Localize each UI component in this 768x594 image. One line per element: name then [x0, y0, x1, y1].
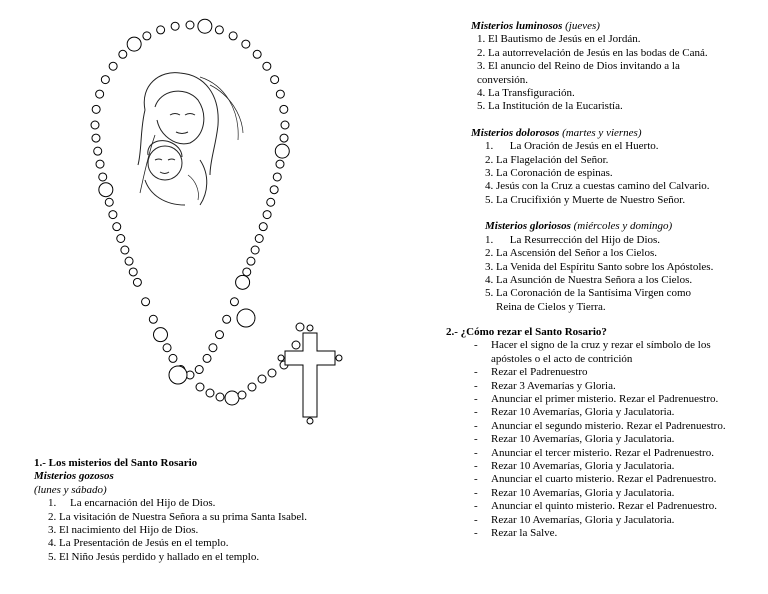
rosary-bead [296, 323, 304, 331]
rosary-bead [270, 186, 278, 194]
luminosos-heading-line [471, 20, 760, 33]
gloriosos-heading-line [485, 220, 760, 233]
rosary-bead [195, 366, 203, 374]
rosary-bead [229, 32, 237, 40]
rosary-bead [248, 383, 256, 391]
rosary-bead [169, 354, 177, 362]
list-item: - Anunciar el segundo misterio. Rezar el Padrenuestro. [474, 420, 756, 433]
list-item: 1. La Resurrección del Hijo de Dios. [485, 233, 661, 246]
rosary-bead [133, 278, 141, 286]
rosary-bead [99, 173, 107, 181]
list-item: - Rezar 10 Avemarías, Gloria y Jaculatoria. [474, 406, 756, 419]
rosary-bead [215, 26, 223, 34]
list-item: 1. El Bautismo de Jesús en el Jordán. [477, 33, 641, 46]
rosary-bead [215, 331, 223, 339]
list-item: 3. La Venida del Espíritu Santo sobre los Apóstoles. [485, 260, 714, 273]
list-item: 2. La Ascensión del Señor a los Cielos. [485, 247, 658, 260]
rosary-bead [157, 26, 165, 34]
dolorosos-heading-line [471, 127, 760, 140]
rosary-bead [125, 257, 133, 265]
rosary-bead [268, 369, 276, 377]
madonna-and-child-icon [138, 73, 243, 205]
rosary-bead [109, 62, 117, 70]
list-item: 5. La Coronación de la Santísima Virgen como [485, 287, 692, 300]
rosary-bead [169, 366, 187, 384]
rosary-bead [225, 391, 239, 405]
list-item: - Rezar 10 Avemarías, Gloria y Jaculatoria. [474, 514, 756, 527]
rosary-bead [99, 183, 113, 197]
section2-block [446, 326, 756, 541]
rosary-bead [121, 246, 129, 254]
rosary-bead [186, 21, 194, 29]
list-item: Reina de Cielos y Tierra. [496, 300, 606, 313]
list-item: 3. El anuncio del Reino de Dios invitando a la [477, 60, 680, 73]
rosary-bead [143, 32, 151, 40]
crucifix-icon [278, 325, 342, 424]
list-item: - Rezar 3 Avemarías y Gloria. [474, 380, 756, 393]
rosary-bead [280, 134, 288, 142]
gozosos-heading: Misterios gozosos [34, 470, 114, 483]
rosary-bead [94, 147, 102, 155]
rosary-bead [247, 257, 255, 265]
rosary-bead [163, 344, 171, 352]
section2-title: 2.- ¿Cómo rezar el Santo Rosario? [446, 326, 607, 338]
list-item: 1. La encarnación del Hijo de Dios. [48, 497, 216, 510]
rosary-bead [129, 268, 137, 276]
steps-list [446, 339, 756, 540]
gozosos-days: (lunes y sábado) [34, 483, 107, 496]
list-item: - Rezar el Padrenuestro [474, 366, 756, 379]
gloriosos-heading: Misterios gloriosos [485, 220, 571, 233]
dolorosos-days: (martes y viernes) [562, 126, 642, 139]
rosary-bead [223, 315, 231, 323]
rosary-bead [119, 50, 127, 58]
rosary-bead [149, 315, 157, 323]
rosary-bead [243, 268, 251, 276]
list-item: 5. El Niño Jesús perdido y hallado en el templo. [48, 550, 260, 563]
rosary-bead [92, 105, 100, 113]
right-column [465, 20, 760, 314]
list-item: 3. La Coronación de espinas. [485, 167, 613, 180]
gozosos-list [34, 497, 364, 564]
rosary-bead [101, 76, 109, 84]
rosary-bead [105, 198, 113, 206]
list-item: - Rezar la Salve. [474, 527, 756, 540]
rosary-bead [196, 383, 204, 391]
rosary-bead [209, 344, 217, 352]
rosary-bead [237, 309, 255, 327]
rosary-bead [154, 328, 168, 342]
rosary-bead [113, 223, 121, 231]
rosary-bead [242, 40, 250, 48]
rosary-bead [253, 50, 261, 58]
list-item: 5. La Crucifixión y Muerte de Nuestro Señor. [485, 193, 686, 206]
list-item: conversión. [477, 73, 529, 86]
dolorosos-list [465, 140, 760, 207]
list-item: 4. La Asunción de Nuestra Señora a los Cielos. [485, 273, 693, 286]
gloriosos-list [465, 234, 760, 314]
rosary-bead [267, 198, 275, 206]
list-item: - Hacer el signo de la cruz y rezar el símbolo de los [474, 339, 756, 352]
rosary-bead [96, 160, 104, 168]
list-item: - Anunciar el primer misterio. Rezar el Padrenuestro. [474, 393, 756, 406]
list-item: - Anunciar el tercer misterio. Rezar el Padrenuestro. [474, 447, 756, 460]
dolorosos-heading: Misterios dolorosos [471, 126, 560, 139]
list-item: - Rezar 10 Avemarías, Gloria y Jaculatoria. [474, 487, 756, 500]
list-item: 3. El nacimiento del Hijo de Dios. [48, 524, 199, 537]
rosary-bead [263, 211, 271, 219]
rosary-bead [281, 121, 289, 129]
rosary-bead [258, 375, 266, 383]
rosary-beads [91, 19, 304, 405]
rosary-bead [263, 62, 271, 70]
list-item: 2. La Flagelación del Señor. [485, 153, 609, 166]
rosary-bead [109, 211, 117, 219]
list-item: 4. Jesús con la Cruz a cuestas camino del Calvario. [485, 180, 710, 193]
luminosos-days: (jueves) [565, 20, 600, 32]
list-item: 1. La Oración de Jesús en el Huerto. [485, 140, 659, 153]
rosary-bead [91, 121, 99, 129]
rosary-illustration [60, 15, 360, 435]
rosary-bead [276, 160, 284, 168]
list-item: - Rezar 10 Avemarías, Gloria y Jaculatoria. [474, 433, 756, 446]
rosary-bead [292, 341, 300, 349]
luminosos-heading: Misterios luminosos [471, 20, 563, 32]
list-item: 4. La Transfiguración. [477, 87, 575, 100]
rosary-bead [276, 90, 284, 98]
rosary-bead [127, 37, 141, 51]
rosary-bead [142, 298, 150, 306]
rosary-bead [275, 144, 289, 158]
section1-block [34, 457, 364, 564]
rosary-bead [271, 76, 279, 84]
rosary-bead [251, 246, 259, 254]
section1-title: 1.- Los misterios del Santo Rosario [34, 457, 198, 469]
rosary-bead [273, 173, 281, 181]
rosary-bead [259, 223, 267, 231]
rosary-bead [198, 19, 212, 33]
list-item-continuation: apóstoles o el acto de contrición [491, 352, 633, 365]
list-item: 2. La autorrevelación de Jesús en las bodas de Caná. [477, 46, 708, 59]
gloriosos-days: (miércoles y domingo) [573, 220, 673, 233]
rosary-bead [203, 354, 211, 362]
rosary-bead [280, 105, 288, 113]
rosary-bead [236, 275, 250, 289]
rosary-bead [96, 90, 104, 98]
list-item: - Rezar 10 Avemarías, Gloria y Jaculatoria. [474, 460, 756, 473]
rosary-bead [92, 134, 100, 142]
list-item: 2. La visitación de Nuestra Señora a su prima Santa Isabel. [48, 510, 308, 523]
list-item: - Anunciar el quinto misterio. Rezar el Padrenuestro. [474, 500, 756, 513]
luminosos-list [465, 33, 760, 113]
rosary-bead [230, 298, 238, 306]
rosary-bead [206, 389, 214, 397]
rosary-bead [117, 234, 125, 242]
rosary-bead [216, 393, 224, 401]
rosary-bead [171, 22, 179, 30]
rosary-bead [255, 234, 263, 242]
list-item: 5. La Institución de la Eucaristía. [477, 100, 623, 113]
rosary-bead [238, 391, 246, 399]
list-item: 4. La Presentación de Jesús en el templo. [48, 537, 229, 550]
list-item: - Anunciar el cuarto misterio. Rezar el Padrenuestro. [474, 473, 756, 486]
